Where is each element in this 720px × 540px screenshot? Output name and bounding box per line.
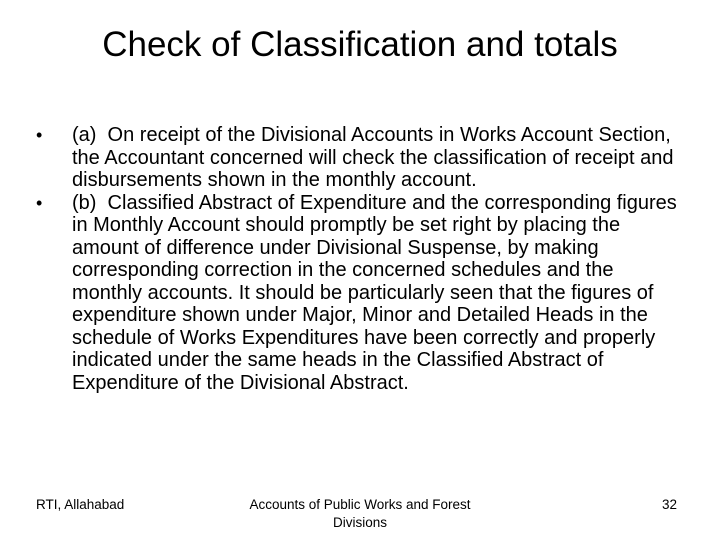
bullet-item-a — [36, 124, 686, 192]
page-number: 32 — [661, 497, 677, 512]
footer-organization: RTI, Allahabad — [36, 497, 125, 512]
bullet-list — [36, 124, 686, 394]
slide-title: Check of Classification and totals — [102, 25, 618, 64]
bullet-item-b — [36, 192, 686, 395]
bullet-marker-icon: • — [36, 192, 43, 213]
bullet-text-a: (a) On receipt of the Divisional Accounts in Works Account Section, the Accountant concerned will check the classification of receipt and disbursements shown in the monthly account. — [72, 124, 674, 191]
bullet-text-b: (b) Classified Abstract of Expenditure and the corresponding figures in Monthly Account should promptly be set right by placing the amount of difference under Divisional Suspense, by making corresponding correction in the concerned schedules and the monthly accounts. It should be particularly seen that the figures of expenditure shown under Major, Minor and Detailed Heads in the schedule of Works Expenditures have been correctly and properly indicated under the same heads in the Classified Abstract of Expenditure of the Divisional Abstract. — [72, 191, 677, 394]
bullet-marker-icon: • — [36, 125, 43, 145]
footer-course-title: Accounts of Public Works and Forest Divisions — [249, 497, 471, 530]
